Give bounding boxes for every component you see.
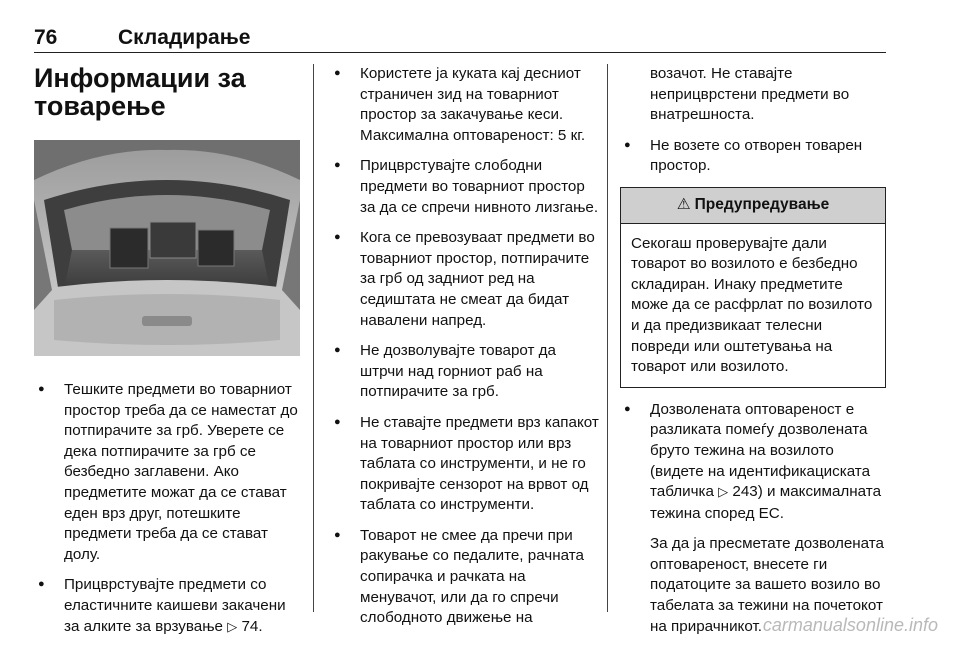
section-title: Информации за товарење bbox=[34, 63, 246, 121]
list-item: ● Прицврстувајте предмети со еластичните каишеви закачени за алките за врзување ▷ 74. bbox=[34, 575, 300, 638]
list-item: ● Не возете со отворен товарен простор. bbox=[620, 136, 886, 177]
column-divider bbox=[607, 64, 608, 612]
xref-arrow-icon: ▷ bbox=[718, 485, 729, 501]
sub-paragraph: За да ја пресметате дозволената оптовареност, внесете ги податоците за вашето возило во табелата за тежини на почетокот на прирачникот. bbox=[650, 535, 885, 635]
xref-arrow-icon: ▷ bbox=[227, 619, 238, 635]
loading-info-list bbox=[34, 380, 300, 638]
loading-rules-list bbox=[330, 64, 602, 629]
watermark: carmanualsonline.info bbox=[762, 615, 938, 635]
list-item: ● Дозволената оптовареност е разликата помеѓу дозволената бруто тежина на возилото (видете на идентификациската табличка ▷ 243) и максималната тежина според ЕС. За да ја пресметате дозволената оптовареност, внесете ги податоците за вашето возило во табелата за тежини на почетокот на прирачникот. bbox=[620, 400, 886, 638]
car-cargo-area-image bbox=[34, 140, 300, 356]
chapter-title: Складирање bbox=[118, 26, 251, 49]
xref-page-link[interactable]: 243) bbox=[732, 483, 763, 501]
warning-text: Секогаш проверувајте дали товарот во возилото е безбедно складиран. Инаку предметите може да се расфрлат по возилото и да предизвикаат телесни повреди или оштетувања на товарот или возилото. bbox=[631, 234, 873, 376]
list-item: ● Кога се превозуваат предмети во товарниот простор, потпирачите за грб од задниот ред на седиштата не смеат да бидат навалени напред. bbox=[330, 228, 602, 331]
column-1 bbox=[34, 64, 300, 648]
warning-title: Предупредување bbox=[694, 195, 830, 213]
list-item: ● Не ставајте предмети врз капакот на товарниот простор или врз таблата со инструменти, и не го покривајте сензорот на врвот од таблата со инструменти. bbox=[330, 413, 602, 516]
column-3 bbox=[620, 64, 886, 647]
continued-text: возачот. Не ставајте неприцврстени предмети во внатрешноста. bbox=[650, 65, 850, 124]
list-item: ● Тешките предмети во товарниот простор треба да се наместат до потпирачите за грб. Уверете се дека потпирачите за грб се безбедно заглавени. Ако предметите можат да се стават еден врз друг, потешките предмети треба да се стават долу. bbox=[34, 380, 300, 565]
xref-page-link[interactable]: 74. bbox=[241, 617, 263, 635]
column-2 bbox=[330, 64, 602, 639]
page-header bbox=[34, 26, 886, 53]
warning-triangle-icon: ⚠ bbox=[676, 195, 691, 213]
warning-box bbox=[620, 187, 886, 388]
list-item: ● Користете ја куката кај десниот страничен зид на товарниот простор за закачување кеси. Максимална оптовареност: 5 кг. bbox=[330, 64, 602, 146]
list-item: ● Товарот не смее да пречи при ракување со педалите, рачната сопирачка и рачката на менувачот, или да го спречи слободното движење на bbox=[330, 526, 602, 629]
page-number: 76 bbox=[34, 26, 58, 49]
list-item: ● Прицврстувајте слободни предмети во товарниот простор за да се спречи нивното лизгање. bbox=[330, 156, 602, 218]
list-item: ● Не дозволувајте товарот да штрчи над горниот раб на потпирачите за грб. bbox=[330, 341, 602, 403]
column-divider bbox=[313, 64, 314, 612]
